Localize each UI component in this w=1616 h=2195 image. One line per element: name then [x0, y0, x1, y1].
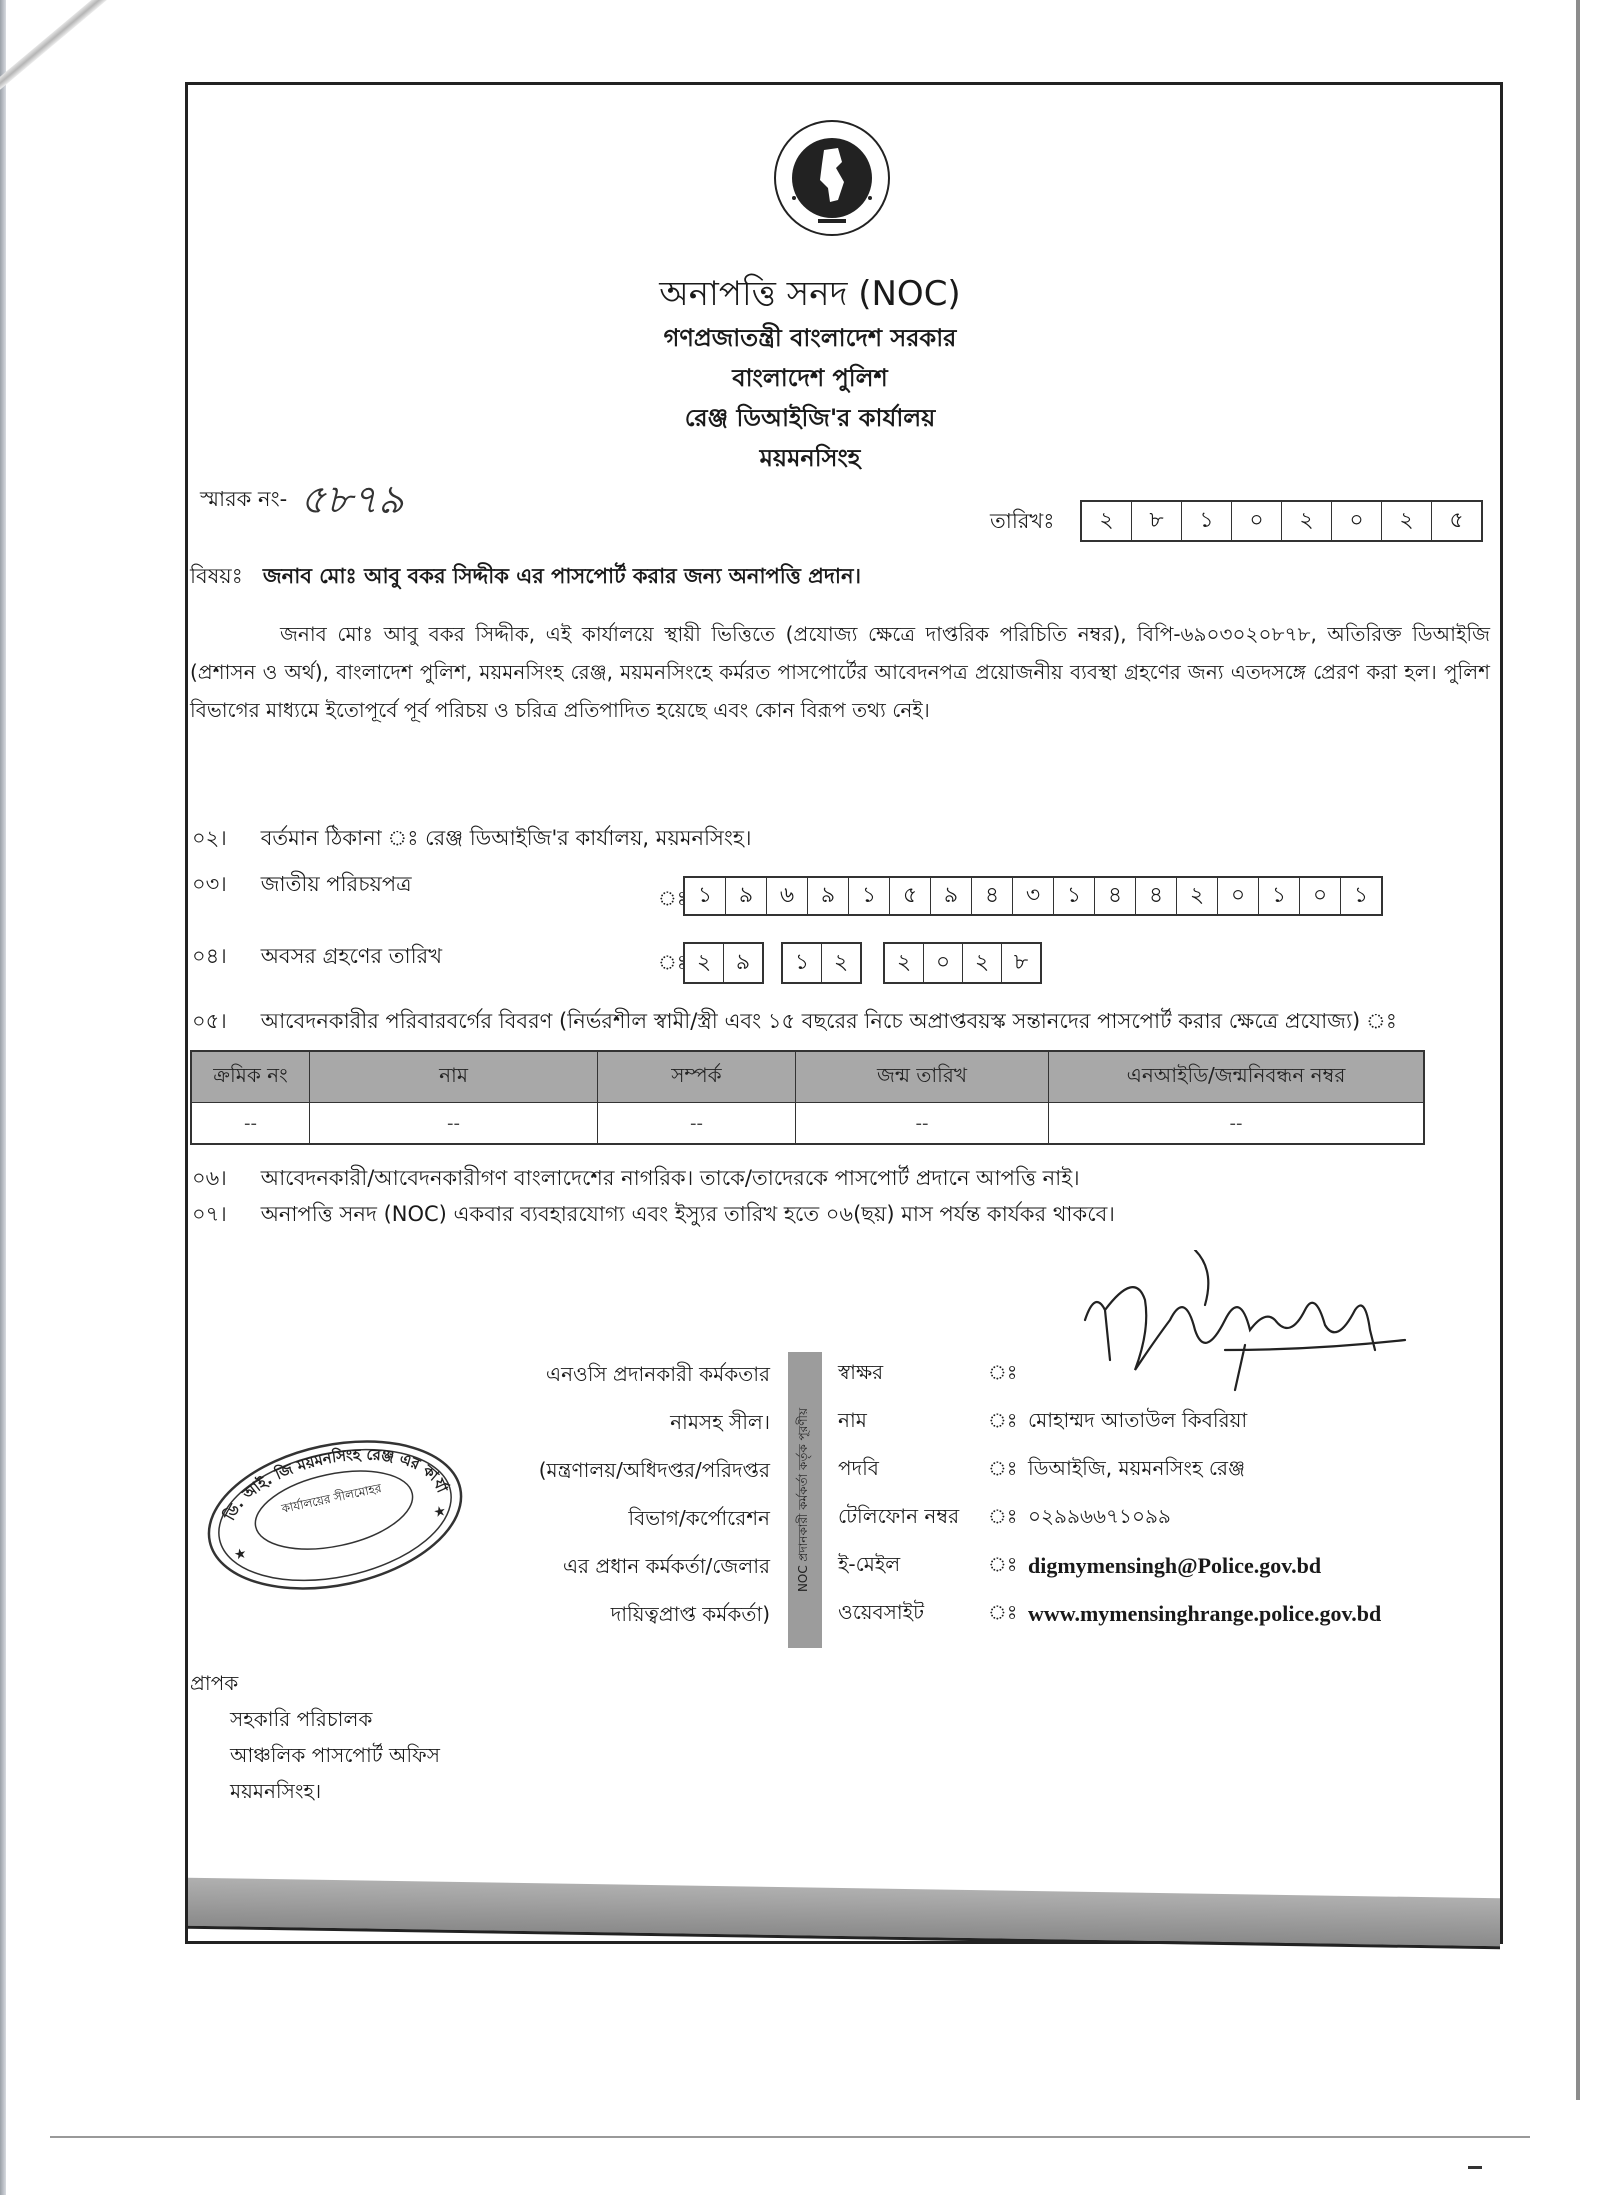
column-header: জন্ম তারিখ [796, 1051, 1049, 1103]
item-family [192, 1005, 1492, 1040]
citizenship-text: আবেদনকারী/আবেদনকারীগণ বাংলাদেশের নাগরিক। তাকে/তাদেরকে পাসপোর্ট প্রদানে আপত্তি নাই। [260, 1166, 1080, 1190]
field-label: নাম [838, 1407, 867, 1432]
government-name: গণপ্রজাতন্ত্রী বাংলাদেশ সরকার [663, 324, 957, 352]
nid-digit-box: ৯ [931, 878, 972, 914]
recipient-label: প্রাপক [190, 1671, 239, 1695]
office-name: রেঞ্জ ডিআইজি'র কার্যালয় [684, 404, 936, 432]
subject-label: বিষয়ঃ [190, 564, 243, 588]
nid-digit-box: ২ [1177, 878, 1218, 914]
nid-digit-box: ০ [1300, 878, 1341, 914]
nid-digit-box: ১ [1353, 882, 1369, 908]
table-cell: -- [310, 1103, 598, 1145]
nid-digit-box: ৪ [972, 878, 1013, 914]
email-link[interactable]: digmymensingh@Police.gov.bd [1028, 1553, 1322, 1578]
column-header: এনআইডি/জন্মনিবন্ধন নম্বর [1049, 1051, 1425, 1103]
document-title: অনাপত্তি সনদ (NOC) [659, 274, 961, 314]
validity-text: অনাপত্তি সনদ (NOC) একবার ব্যবহারযোগ্য এবং ইস্যুর তারিখ হতে ০৬(ছয়) মাস পর্যন্ত কার্যকর থাকবে। [260, 1202, 1115, 1226]
retirement-label: অবসর গ্রহণের তারিখ [260, 944, 442, 968]
nid-digit-box: ৬ [767, 878, 808, 914]
table-cell: -- [191, 1103, 310, 1145]
retirement-year-digit: ০ [924, 944, 963, 982]
memo-number-handwritten: ৫৮৭৯ [300, 477, 404, 523]
footer-divider [50, 2136, 1530, 2138]
stamp-inner-text: কার্যালয়ের সীলমোহর [280, 1480, 383, 1516]
family-text: আবেদনকারীর পরিবারবর্গের বিবরণ (নির্ভরশীল স্বামী/স্ত্রী এবং ১৫ বছরের নিচে অপ্রাপ্তবয়স্ক সন্তানদের পাসপোর্ট করার ক্ষেত্রে প্রযোজ্য) ঃ [260, 1009, 1397, 1033]
field-colon: ঃ [988, 1407, 1018, 1432]
field-colon: ঃ [988, 1599, 1018, 1624]
table-header-row [191, 1051, 1424, 1103]
nid-digit-box: ১ [849, 878, 890, 914]
nid-boxes [683, 876, 1383, 916]
nid-digit-box: ৯ [726, 878, 767, 914]
item-number: ০৪। [192, 944, 227, 968]
field-label: ই-মেইল [838, 1551, 901, 1576]
office-stamp-icon [200, 1430, 470, 1600]
column-header: নাম [310, 1051, 598, 1103]
government-seal-icon [772, 118, 892, 238]
nid-digit-box: ৫ [890, 878, 931, 914]
table-cell: -- [1049, 1103, 1425, 1145]
nid-label: জাতীয় পরিচয়পত্র [260, 872, 412, 896]
family-table [190, 1050, 1425, 1145]
recipient-block [190, 1665, 440, 1809]
field-colon: ঃ [988, 1503, 1018, 1528]
item-address [192, 822, 751, 857]
instruction-line: এর প্রধান কর্মকর্তা/জেলার [562, 1554, 770, 1578]
instruction-line: নামসহ সীল। [670, 1410, 770, 1434]
office-location: ময়মনসিংহ [759, 444, 861, 472]
date-digit-box: ০ [1332, 502, 1382, 540]
nid-digit-box: ৪ [1095, 878, 1136, 914]
field-phone [838, 1494, 1381, 1542]
column-header: সম্পর্ক [598, 1051, 796, 1103]
instruction-line: দায়িত্বপ্রাপ্ত কর্মকর্তা) [610, 1602, 770, 1626]
date-label: তারিখঃ [990, 509, 1055, 533]
date-digit-box: ৫ [1449, 507, 1464, 533]
retirement-year-digit: ২ [885, 944, 924, 982]
svg-text:★: ★ [232, 1545, 249, 1564]
memo-label: স্মারক নং- [200, 487, 288, 511]
website-link[interactable]: www.mymensinghrange.police.gov.bd [1028, 1601, 1382, 1626]
recipient-line: সহকারি পরিচালক [230, 1707, 373, 1731]
svg-text:★: ★ [432, 1502, 448, 1522]
date-digit-box: ০ [1232, 502, 1282, 540]
vertical-label-bar [788, 1352, 822, 1648]
page-mark [1468, 2166, 1482, 2169]
retirement-day-digit: ২ [685, 944, 724, 982]
date-digit-box: ১ [1182, 502, 1232, 540]
nid-digit-box: ৩ [1013, 878, 1054, 914]
field-label: স্বাক্ষর [838, 1359, 884, 1384]
item-citizenship [192, 1162, 1492, 1197]
field-value: ডিআইজি, ময়মনসিংহ রেঞ্জ [1028, 1455, 1246, 1480]
field-label: টেলিফোন নম্বর [838, 1503, 960, 1528]
subject-line [190, 560, 1490, 595]
subject-text: জনাব মোঃ আবু বকর সিদ্দীক এর পাসপোর্ট করার জন্য অনাপত্তি প্রদান। [262, 564, 861, 588]
address-text: বর্তমান ঠিকানা ঃ রেঞ্জ ডিআইজি'র কার্যালয়, ময়মনসিংহ। [260, 826, 752, 850]
retirement-day-boxes [683, 942, 764, 984]
table-row [191, 1103, 1424, 1145]
field-label: ওয়েবসাইট [838, 1599, 924, 1624]
field-designation [838, 1446, 1381, 1494]
date-boxes [1080, 500, 1483, 542]
scan-edge-right [1576, 0, 1580, 2100]
table-cell: -- [796, 1103, 1049, 1145]
column-header: ক্রমিক নং [191, 1051, 310, 1103]
handwritten-signature-icon [1075, 1250, 1415, 1410]
field-colon: ঃ [988, 1359, 1018, 1384]
stamp-text: ডি. আই. জি ময়মনসিংহ রেঞ্জ এর কার্যালয় [220, 1445, 452, 1524]
field-colon: ঃ [988, 1551, 1018, 1576]
retirement-year-digit: ৮ [1013, 949, 1029, 975]
item-validity [192, 1198, 1492, 1233]
department-name: বাংলাদেশ পুলিশ [732, 364, 888, 392]
instruction-line: এনওসি প্রদানকারী কর্মকতার [545, 1362, 770, 1386]
nid-digit-box: ১ [1259, 878, 1300, 914]
retirement-month-boxes [781, 942, 862, 984]
retirement-year-boxes [883, 942, 1042, 984]
recipient-line: ময়মনসিংহ। [230, 1779, 322, 1803]
nid-colon: ঃ [658, 886, 688, 910]
scan-edge [0, 0, 6, 2195]
item-number: ০৩। [192, 872, 227, 896]
field-email [838, 1542, 1381, 1590]
item-number: ০২। [192, 826, 227, 850]
instruction-line: বিভাগ/কর্পোরেশন [628, 1506, 770, 1530]
vertical-label: NOC প্রদানকারী কর্মকর্তা কর্তৃক পূরণীয় [796, 1407, 811, 1593]
recipient-line: আঞ্চলিক পাসপোর্ট অফিস [230, 1743, 440, 1767]
field-label: পদবি [838, 1455, 879, 1480]
retirement-year-digit: ২ [963, 944, 1002, 982]
date-digit-box: ২ [1382, 502, 1432, 540]
nid-digit-box: ৪ [1136, 878, 1177, 914]
field-value: মোহাম্মদ আতাউল কিবরিয়া [1028, 1407, 1248, 1432]
field-colon: ঃ [988, 1455, 1018, 1480]
date-digit-box: ৮ [1132, 502, 1182, 540]
table-cell: -- [598, 1103, 796, 1145]
nid-digit-box: ১ [1054, 878, 1095, 914]
nid-digit-box: ৯ [808, 878, 849, 914]
field-value: ০২৯৯৬৬৭১০৯৯ [1028, 1503, 1171, 1528]
retirement-month-digit: ২ [833, 949, 849, 975]
retirement-colon: ঃ [658, 950, 688, 974]
date-digit-box: ২ [1282, 502, 1332, 540]
retirement-month-digit: ১ [783, 944, 822, 982]
field-website [838, 1590, 1381, 1638]
date-digit-box: ২ [1082, 502, 1132, 540]
item-number: ০৬। [192, 1166, 227, 1190]
nid-digit-box: ১ [685, 878, 726, 914]
body-paragraph: জনাব মোঃ আবু বকর সিদ্দীক, এই কার্যালয়ে স্থায়ী ভিত্তিতে (প্রযোজ্য ক্ষেত্রে দাপ্তরিক পরিচিতি নম্বর), বিপি-৬৯০৩০২০৮৭৮, অতিরিক্ত ডিআইজি (প্রশাসন ও অর্থ), বাংলাদেশ পুলিশ, ময়মনসিংহ রেঞ্জ, ময়মনসিংহে কর্মরত পাসপোর্টের আবেদনপত্র প্রয়োজনীয় ব্যবস্থা গ্রহণের জন্য এতদসঙ্গে প্রেরণ করা হল। পুলিশ বিভাগের মাধ্যমে ইতোপূর্বে পূর্ব পরিচয় ও চরিত্র প্রতিপাদিত হয়েছে এবং কোন বিরূপ তথ্য নেই। [190, 622, 1490, 722]
signatory-instructions [470, 1350, 770, 1638]
retirement-day-digit: ৯ [735, 949, 751, 975]
item-number: ০৫। [192, 1009, 227, 1033]
nid-digit-box: ০ [1218, 878, 1259, 914]
item-number: ০৭। [192, 1202, 227, 1226]
item-nid [192, 868, 412, 903]
item-retirement [192, 940, 442, 975]
instruction-line: (মন্ত্রণালয়/অধিদপ্তর/পরিদপ্তর [538, 1458, 770, 1482]
